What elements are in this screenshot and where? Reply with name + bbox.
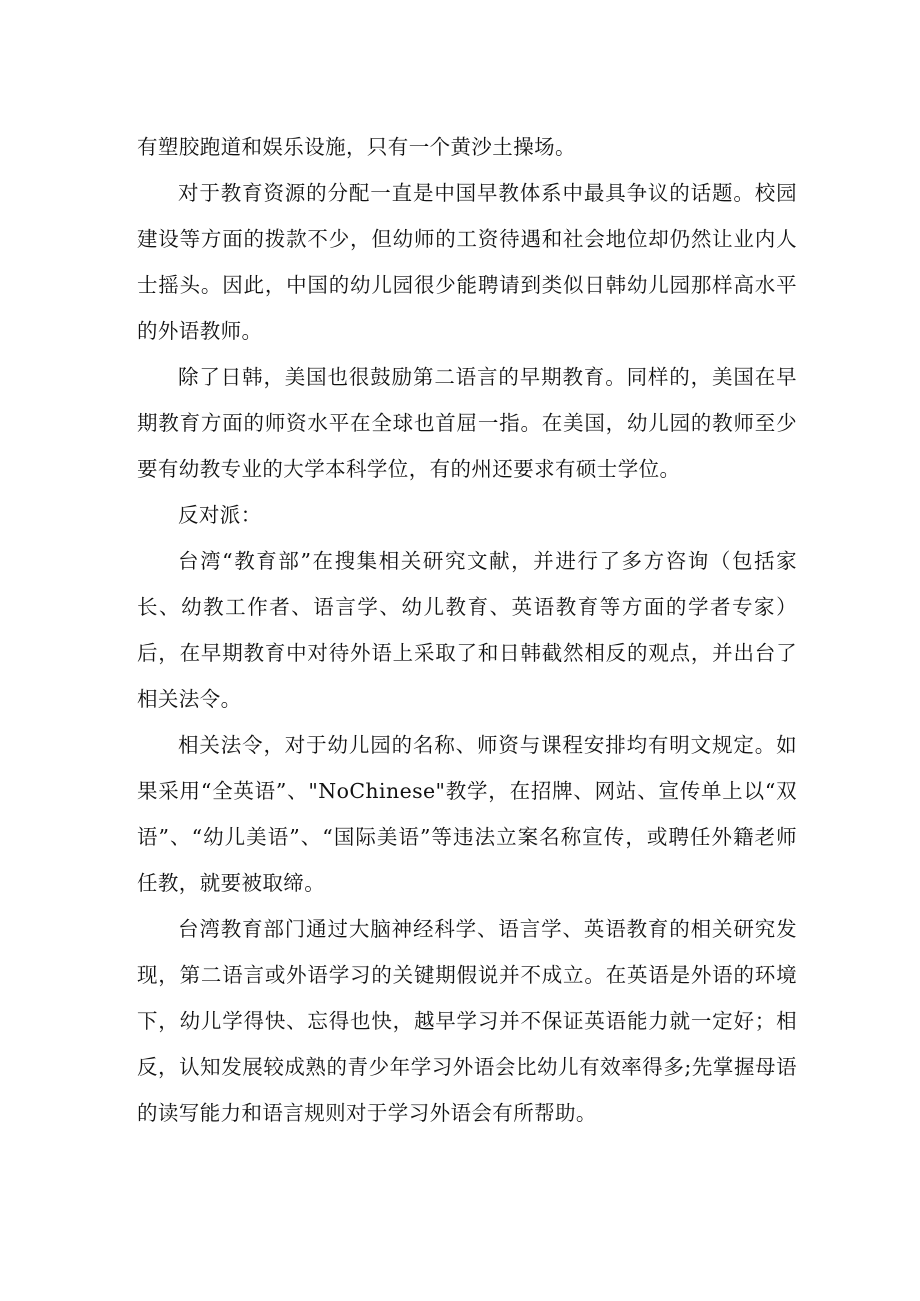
paragraph-continuation: 有塑胶跑道和娱乐设施，只有一个黄沙土操场。 — [137, 135, 576, 159]
paragraph-education-resources: 对于教育资源的分配一直是中国早教体系中最具争议的话题。校园建设等方面的拨款不少，但幼师的工资待遇和社会地位却仍然让业内人士摇头。因此，中国的幼儿园很少能聘请到类似日韩幼儿园那样高水平的外语教师。 — [137, 181, 797, 343]
body-text — [137, 124, 797, 1136]
paragraph-research-findings: 台湾教育部门通过大脑神经科学、语言学、英语教育的相关研究发现，第二语言或外语学习的关键期假说并不成立。在英语是外语的环境下，幼儿学得快、忘得也快，越早学习并不保证英语能力就一定好；相反，认知发展较成熟的青少年学习外语会比幼儿有效率得多;先掌握母语的读写能力和语言规则对于学习外语会有所帮助。 — [137, 917, 797, 1125]
paragraph-related-laws: 相关法令，对于幼儿园的名称、师资与课程安排均有明文规定。如果采用“全英语”、"NoChinese"教学，在招牌、网站、宣传单上以“双语”、“幼儿美语”、“国际美语”等违法立案名称宣传，或聘任外籍老师任教，就要被取缔。 — [137, 733, 797, 895]
paragraph-usa-early-education: 除了日韩，美国也很鼓励第二语言的早期教育。同样的，美国在早期教育方面的师资水平在全球也首屈一指。在美国，幼儿园的教师至少要有幼教专业的大学本科学位，有的州还要求有硕士学位。 — [137, 365, 797, 481]
paragraph-taiwan-ministry: 台湾“教育部”在搜集相关研究文献，并进行了多方咨询（包括家长、幼教工作者、语言学、幼儿教育、英语教育等方面的学者专家）后，在早期教育中对待外语上采取了和日韩截然相反的观点，并出台了相关法令。 — [137, 549, 797, 711]
paragraph-opposition-heading: 反对派： — [178, 503, 262, 527]
